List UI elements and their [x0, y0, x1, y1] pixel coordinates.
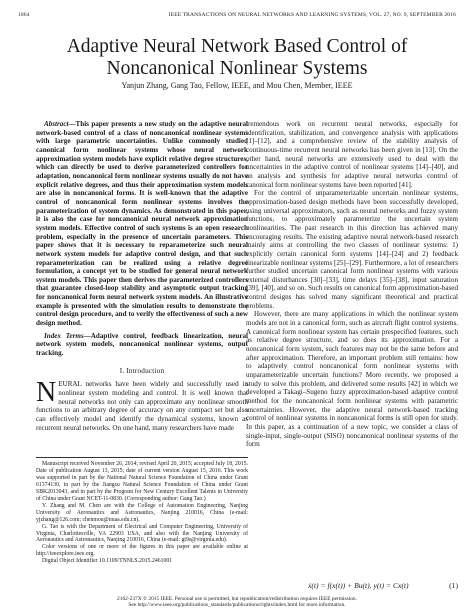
paper-title	[0, 36, 474, 80]
index-terms	[36, 332, 248, 358]
drop-cap: N	[36, 377, 57, 409]
introduction-text: EURAL networks have been widely and successfully used in nonlinear system modeling and control. It is well known that neural networks not only can approximate any nonlinear smooth functions to an arbitrary degree of accuracy on any compact set but also can effectively model and identify the dynamical systems, known as recurrent neural networks. On one hand, many researchers have made	[36, 380, 248, 432]
right-paragraph-1: tremendous work on recurrent neural networks, especially for identification, stabilization, and convergence analysis with applications [1]–[12], and a comprehensive review of the stability analysis of continuous-time recurrent neural networks has been given in [13]. On the other hand, neural networks are extensively used to deal with the uncertainties in the adaptive control of nonlinear systems [14]–[40], and an analysis and synthesis for adaptive neural networks control of canonical form nonlinear systems have been reported [41].	[246, 120, 458, 189]
footnote-affiliation-1: Y. Zhang and M. Chen are with the College of Automation Engineering, Nanjing University of Aeronautics and Astronautics, Nanjing 210016, China (e-mail: yjzhang@126.com; chenmou@nuaa.edu.cn).	[36, 502, 248, 523]
author-line: Yanjun Zhang, Gang Tao, Fellow, IEEE, and Mou Chen, Member, IEEE	[121, 81, 353, 90]
right-paragraph-3: However, there are many applications in which the nonlinear system models are not in a canonical form, such as aircraft flight control systems. A canonical form nonlinear system has certain prespecified features, such as relative degree structure, and so does its approximation. For a noncanonical form system, such features may not be the same before and after approximation. Therefore, an important problem still remains: how to adaptively control noncanonical form nonlinear systems with unparameterizable uncertain functions? More recently, we proposed a study to solve this problem, and delivered some results [42] in which we developed a Takagi–Sugeno fuzzy approximation-based adaptive control method for the noncanonical form nonlinear systems with parametric uncertainties. However, the adaptive neural network-based tracking control of nonlinear systems in noncanonical forms is still open for study. In this paper, as a continuation of a new topic, we consider a class of single-input, single-output (SISO) noncanonical nonlinear systems of the form	[246, 310, 458, 449]
footnote-manuscript: Manuscript received November 26, 2014; revised April 20, 2015; accepted July 18, 2015. Date of publication August 13, 2015; date of current version August 15, 2016. This work was supported in part by the National Natural Science Foundation of China under Grant 61374130, in part by the Jiangsu Natural Science Foundation of China under Grant SBK2013043, and in part by the Program for New Century Excellent Talents in University of China under Grant NCET-11-0830. (Corresponding author: Gang Tao.)	[36, 461, 248, 502]
page-number: 1864	[18, 12, 30, 18]
footnote-rule	[36, 457, 248, 458]
section-heading-introduction: I. Introduction	[119, 366, 165, 375]
title-line-2: Noncanonical Nonlinear Systems	[106, 58, 368, 79]
copyright-footer	[0, 596, 474, 609]
abstract-text: This paper presents a new study on the adaptive neural network-based control of a class of noncanonical nonlinear systems with large parametric uncertainties. Unlike commonly studied canonical form nonlinear systems whose neural network approximation system models have explicit relative degree structures, which can directly be used to derive parameterized controllers for adaptation, noncanonical form nonlinear systems usually do not have explicit relative degrees, and thus their approximation system models are also in noncanonical forms. It is well-known that the adaptive control of noncanonical form nonlinear systems involves the parameterization of system dynamics. As demonstrated in this paper, it is also the case for noncanonical neural network approximation system models. Effective control of such systems is an open research problem, especially in the presence of uncertain parameters. This paper shows that it is necessary to reparameterize such neural network system models for adaptive control design, and that such reparameterization can be realized using a relative degree formulation, a concept yet to be studied for general neural network system models. This paper then derives the parameterized controllers that guarantee closed-loop stability and asymptotic output tracking for noncanonical form neural network system models. An illustrative example is presented with the simulation results to demonstrate the control design procedure, and to verify the effectiveness of such a new design method.	[36, 120, 248, 328]
equation-body: ẋ(t) = f(x(t)) + Bu(t), y(t) = Cx(t)	[308, 581, 409, 590]
title-line-1: Adaptive Neural Network Based Control of	[66, 36, 408, 57]
abstract	[36, 120, 248, 328]
footnote-block	[36, 457, 248, 565]
rights-link-line: See http://www.ieee.org/publications_standards/publications/rights/index.html for more information.	[128, 602, 346, 609]
equation-number: (1)	[449, 581, 458, 590]
running-header	[18, 12, 456, 22]
left-column	[36, 120, 248, 432]
equation-1	[246, 581, 458, 591]
footnote-color-versions: Color versions of one or more of the figures in this paper are available online at http://ieeexplore.ieee.org.	[36, 544, 248, 558]
right-column	[246, 120, 458, 449]
right-paragraph-2: For the control of unparameterizable uncertain nonlinear systems, approximation-based design methods have been successfully developed, using universal approximators, such as neural networks and fuzzy system functions, to approximately parameterize the uncertain system nonlinearities. The past research in this direction has achieved many encouraging results. The existing adaptive neural network-based research mainly aims at controlling the two classes of nonlinear systems: 1) explicitly certain canonical form systems [14]–[24] and 2) feedback linearizable nonlinear systems [25]–[29]. Furthermore, a lot of researchers further studied uncertain canonical form nonlinear systems with various external disturbances [30]–[33], time delays [35]–[38], input saturation [39], [40], and so on. Such results on canonical form approximation-based control designs has solved many significant theoretical and practical problems.	[246, 189, 458, 310]
index-terms-text: Adaptive control, feedback linearization, neural network system models, noncanonical nonlinear systems, output tracking.	[36, 331, 249, 358]
index-terms-label: Index Terms—	[44, 331, 91, 340]
footnote-doi: Digital Object Identifier 10.1109/TNNLS.2015.2461001	[42, 558, 173, 565]
introduction-paragraph	[36, 377, 248, 432]
footnote-affiliation-2: G. Tao is with the Department of Electrical and Computer Engineering, University of Virginia, Charlottesville, VA 22903 USA, and also with the Nanjing University of Aeronautics and Astronautics, Nanjing 210016, China (e-mail: gt9s@virginia.edu).	[36, 523, 248, 544]
copyright-line: 2162-237X © 2015 IEEE. Personal use is permitted, but republication/redistribution requires IEEE permission.	[117, 596, 357, 602]
journal-header: IEEE TRANSACTIONS ON NEURAL NETWORKS AND LEARNING SYSTEMS, VOL. 27, NO. 9, SEPTEMBER 2016	[168, 12, 456, 18]
abstract-label: Abstract—	[44, 120, 76, 128]
